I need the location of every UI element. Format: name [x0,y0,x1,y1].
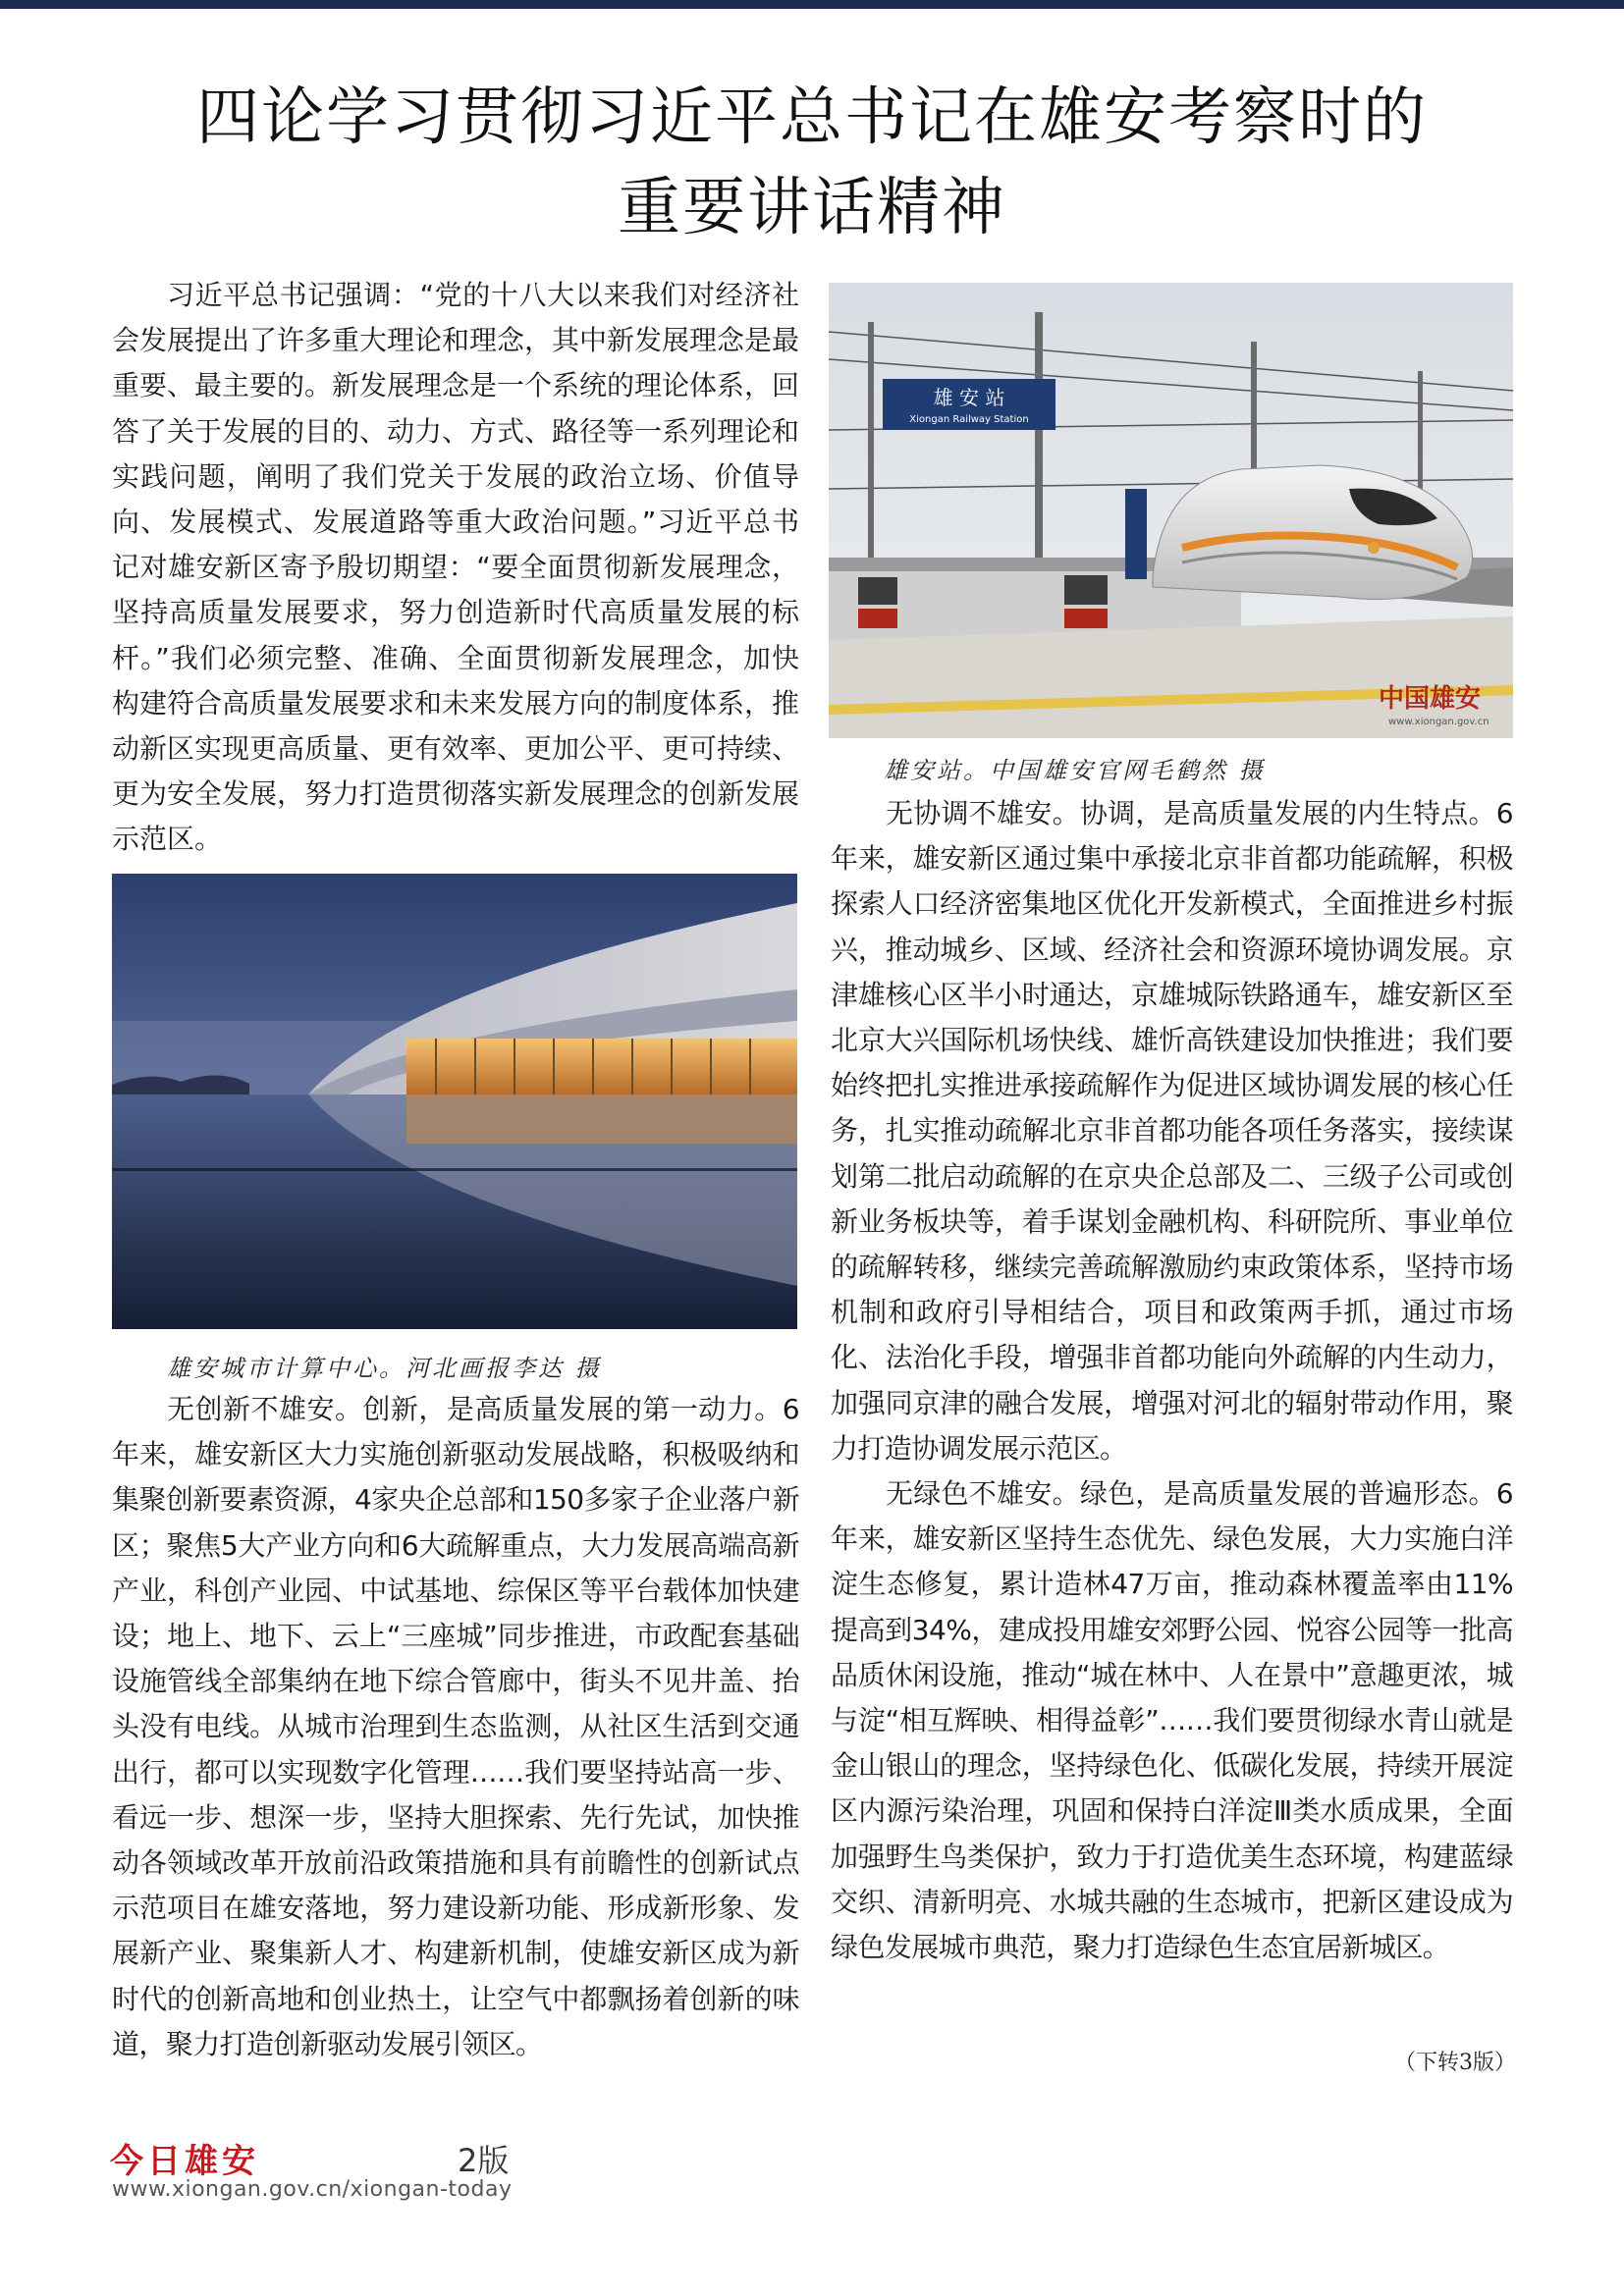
watermark-url: www.xiongan.gov.cn [1388,717,1489,727]
computing-center-caption: 雄安城市计算中心。河北画报李达 摄 [167,1355,602,1382]
footer-logo: 今日雄安 [110,2142,259,2181]
green-paragraph: 无绿色不雄安。绿色，是高质量发展的普遍形态。6年来，雄安新区坚持生态优先、绿色发展，大力实施白洋淀生态修复，累计造林47万亩，推动森林覆盖率由11%提高到34%，建成投用雄安郊野公园、悦容公园等一批高品质休闲设施，推动“城在林中、人在景中”意趣更浓，城与淀“相互辉映、相得益彰”……我们要贯彻绿水青山就是金山银山的理念，坚持绿色化、低碳化发展，持续开展淀区内源污染治理，巩固和保持白洋淀Ⅲ类水质成果，全面加强野生鸟类保护，致力于打造优美生态环境，构建蓝绿交织、清新明亮、水城共融的生态城市，把新区建设成为绿色发展城市典范，聚力打造绿色生态宜居新城区。 [831,1477,1513,1964]
footer-url[interactable]: www.xiongan.gov.cn/xiongan-today [112,2177,513,2202]
innovation-column [112,1387,799,2067]
coordination-paragraph: 无协调不雄安。协调，是高质量发展的内生特点。6年来，雄安新区通过集中承接北京非首都功能疏解，积极探索人口经济密集地区优化开发新模式，全面推进乡村振兴，推动城乡、区域、经济社会和资源环境协调发展。京津雄核心区半小时通达，京雄城际铁路通车，雄安新区至北京大兴国际机场快线、雄忻高铁建设加快推进；我们要始终把扎实推进承接疏解作为促进区域协调发展的核心任务，扎实推动疏解北京非首都功能各项任务落实，接续谋划第二批启动疏解的在京央企总部及二、三级子公司或创新业务板块等，着手谋划金融机构、科研院所、事业单位的疏解转移，继续完善疏解激励约束政策体系，坚持市场机制和政府引导相结合，项目和政策两手抓，通过市场化、法治化手段，增强非首都功能向外疏解的内生动力，加强同京津的融合发展，增强对河北的辐射带动作用，聚力打造协调发展示范区。 [831,797,1513,1465]
continued-notice: （下转3版） [1394,2051,1516,2075]
top-bar [0,0,1624,9]
coordination-column [831,791,1513,1970]
station-sign-cn: 雄 安 站 [933,386,1005,409]
innovation-paragraph: 无创新不雄安。创新，是高质量发展的第一动力。6年来，雄安新区大力实施创新驱动发展战略，积极吸纳和集聚创新要素资源，4家央企总部和150多家子企业落户新区；聚焦5大产业方向和6大疏解重点，大力发展高端高新产业，科创产业园、中试基地、综保区等平台载体加快建设；地上、地下、云上“三座城”同步推进，市政配套基础设施管线全部集纳在地下综合管廊中，街头不见井盖、抬头没有电线。从城市治理到生态监测，从社区生活到交通出行，都可以实现数字化管理……我们要坚持站高一步、看远一步、想深一步，坚持大胆探索、先行先试，加快推动各领域改革开放前沿政策措施和具有前瞻性的创新试点示范项目在雄安落地，努力建设新功能、形成新形象、发展新产业、聚集新人才、构建新机制，使雄安新区成为新时代的创新高地和创业热土，让空气中都飘扬着创新的味道，聚力打造创新驱动发展引领区。 [112,1393,799,2060]
station-caption: 雄安站。中国雄安官网毛鹤然 摄 [884,757,1266,784]
watermark-logo: 中国雄安 [1379,684,1482,714]
xiongan-station-photo [829,283,1513,738]
intro-paragraph: 习近平总书记强调：“党的十八大以来我们对经济社会发展提出了许多重大理论和理念，其中新发展理念是最重要、最主要的。新发展理念是一个系统的理论体系，回答了关于发展的目的、动力、方式、路径等一系列理论和实践问题，阐明了我们党关于发展的政治立场、价值导向、发展模式、发展道路等重大政治问题。”习近平总书记对雄安新区寄予殷切期望：“要全面贯彻新发展理念，坚持高质量发展要求，努力创造新时代高质量发展的标杆。”我们必须完整、准确、全面贯彻新发展理念，加快构建符合高质量发展要求和未来发展方向的制度体系，推动新区实现更高质量、更有效率、更加公平、更可持续、更为安全发展，努力打造贯彻落实新发展理念的创新发展示范区。 [112,279,800,856]
computing-center-photo [112,874,797,1329]
page-title-line1: 四论学习贯彻习近平总书记在雄安考察时的 [196,81,1428,154]
intro-column [112,273,799,863]
page-number: 2版 [458,2142,510,2179]
station-sign-en: Xiongan Railway Station [909,414,1029,425]
page-title-line2: 重要讲话精神 [618,172,1006,244]
